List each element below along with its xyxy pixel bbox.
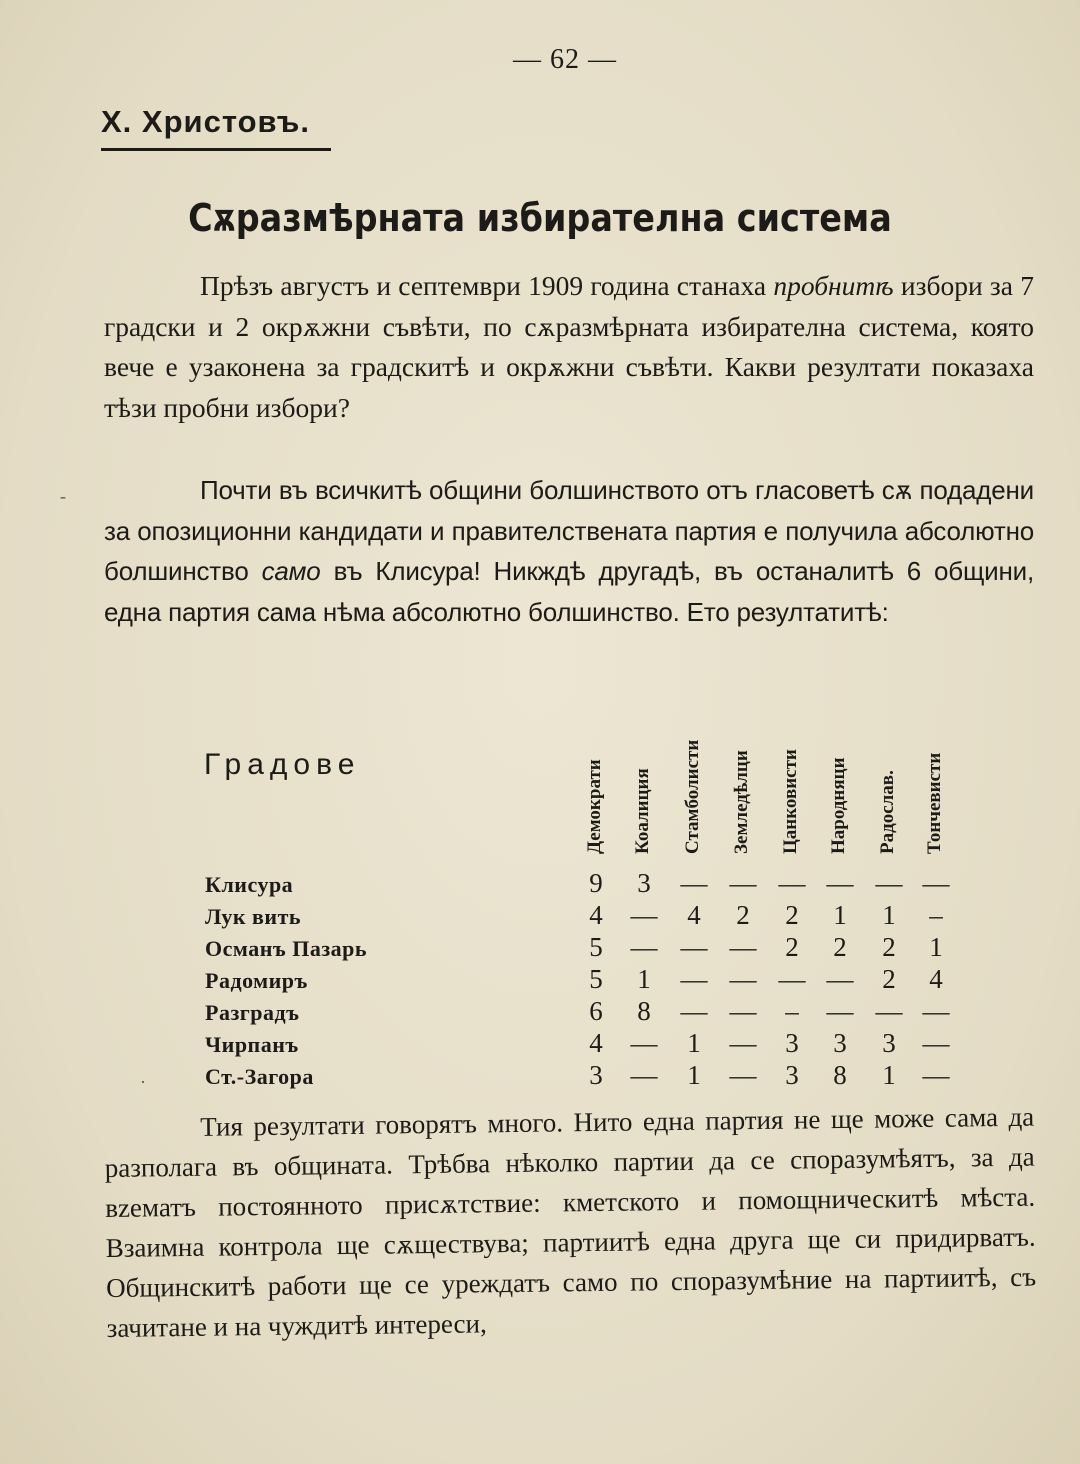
- row-town-name: Чирпанъ: [205, 1032, 299, 1057]
- row-town-name: Клисура: [205, 872, 294, 897]
- row-town-name: Лук вить: [205, 904, 302, 929]
- table-cell: —: [630, 900, 658, 930]
- table-cell: —: [778, 868, 806, 898]
- table-cell: 1: [882, 900, 896, 930]
- table-cell: —: [680, 868, 708, 898]
- table-cell: 9: [589, 868, 603, 898]
- author-name: Х. Христовъ.: [101, 104, 331, 151]
- paragraph-1: [104, 266, 1034, 428]
- table-cell: —: [729, 996, 757, 1026]
- table-cell: —: [680, 996, 708, 1026]
- column-header: Цанковисти: [780, 749, 801, 854]
- table-cell: —: [680, 932, 708, 962]
- paragraph-3-text: Тия резултати говорятъ много. Нито една партия не ще може сама да разполага въ общината. Трѣбва нѣколко партии да се споразумѣятъ, за да вzематъ постоянното присѫтствие: кметското и помощническитѣ мѣста. Взаимна контрола ще сѫществува; партиитѣ една друга ще си придирватъ. Общинскитѣ работи ще се уреждатъ само по споразумѣние на партиитѣ, съ зачитане и на чуждитѣ интереси,: [104, 1101, 1037, 1343]
- table-cell: 8: [833, 1060, 847, 1090]
- table-cell: 3: [882, 1028, 896, 1058]
- margin-mark: -: [60, 486, 66, 506]
- table-cell: 3: [785, 1060, 799, 1090]
- table-cell: 6: [589, 996, 603, 1026]
- table-cell: 2: [785, 900, 799, 930]
- table-cell: —: [680, 964, 708, 994]
- table-cell: 1: [882, 1060, 896, 1090]
- column-header: Демократи: [584, 759, 605, 854]
- row-town-name: Радомиръ: [205, 968, 308, 993]
- paragraph-3: [104, 1097, 1037, 1348]
- row-town-name: Разградъ: [205, 1000, 300, 1025]
- table-cell: 2: [736, 900, 750, 930]
- table-cell: —: [729, 932, 757, 962]
- table-cell: 3: [833, 1028, 847, 1058]
- table-row-label-header: Градове: [204, 748, 361, 781]
- table-cell: —: [922, 868, 950, 898]
- table-cell: —: [729, 868, 757, 898]
- table-cell: –: [785, 996, 799, 1026]
- table-cell: —: [630, 1028, 658, 1058]
- table-cell: 2: [785, 932, 799, 962]
- paragraph-1-emphasis: пробнитѣ: [773, 270, 894, 301]
- paragraph-2-emphasis: само: [261, 556, 321, 587]
- page-number: — 62 —: [513, 44, 617, 75]
- column-header: Тончевисти: [924, 752, 945, 854]
- column-header: Коалиция: [632, 768, 653, 854]
- column-header: Земледѣлци: [731, 750, 752, 854]
- table-cell: –: [929, 900, 943, 930]
- table-cell: —: [922, 996, 950, 1026]
- row-town-name: Ст.-Загора: [205, 1064, 314, 1089]
- table-cell: 1: [687, 1060, 701, 1090]
- table-cell: 5: [589, 932, 603, 962]
- paragraph-2-text-b: въ Клисура! Никждѣ другадѣ, въ останалитѣ 6 общини, една партия сама нѣма абсолютно болшинство. Ето резултатитѣ:: [104, 556, 1034, 627]
- table-cell: —: [826, 996, 854, 1026]
- row-town-name: Османъ Пазарь: [205, 936, 368, 961]
- table-cell: —: [729, 1028, 757, 1058]
- table-cell: —: [826, 964, 854, 994]
- table-cell: —: [729, 1060, 757, 1090]
- table-cell: 4: [589, 900, 603, 930]
- table-cell: —: [729, 964, 757, 994]
- column-header: Стамболисти: [682, 739, 703, 854]
- table-cell: —: [922, 1060, 950, 1090]
- table-cell: 1: [637, 964, 651, 994]
- table-cell: 1: [833, 900, 847, 930]
- table-cell: 4: [929, 964, 943, 994]
- table-cell: 2: [882, 964, 896, 994]
- table-cell: 2: [833, 932, 847, 962]
- table-cell: 3: [785, 1028, 799, 1058]
- table-cell: 1: [687, 1028, 701, 1058]
- table-cell: 1: [929, 932, 943, 962]
- table-cell: 5: [589, 964, 603, 994]
- table-cell: —: [778, 964, 806, 994]
- margin-mark: ·: [140, 1072, 146, 1092]
- paragraph-1-text-a: Прѣзъ августъ и септември 1909 година станаха: [200, 270, 774, 301]
- column-header: Радослав.: [877, 770, 898, 854]
- table-cell: —: [826, 868, 854, 898]
- table-cell: —: [630, 1060, 658, 1090]
- table-cell: —: [875, 868, 903, 898]
- table-cell: —: [922, 1028, 950, 1058]
- table-cell: —: [875, 996, 903, 1026]
- paragraph-2-text-a: Почти въ всичкитѣ общини болшинството отъ гласоветѣ сѫ подадени за опозиционни кандидати и правителствената партия е получила абсолютно болшинство: [104, 475, 1034, 587]
- table-cell: 2: [882, 932, 896, 962]
- table-cell: 3: [637, 868, 651, 898]
- column-header: Народняци: [828, 757, 849, 854]
- paragraph-2: [104, 470, 1034, 632]
- table-cell: 4: [687, 900, 701, 930]
- table-cell: —: [630, 932, 658, 962]
- table-cell: 8: [637, 996, 651, 1026]
- table-cell: 4: [589, 1028, 603, 1058]
- article-title: Сѫразмѣрната избирателна система: [188, 196, 892, 240]
- paragraph-1-text-b: избори за 7 градски и 2 окрѫжни съвѣти, по сѫразмѣрната избирателна система, която вече е узаконена за градскитѣ и окрѫжни съвѣти. Какви резултати показаха тѣзи пробни избори?: [104, 270, 1034, 423]
- table-cell: 3: [589, 1060, 603, 1090]
